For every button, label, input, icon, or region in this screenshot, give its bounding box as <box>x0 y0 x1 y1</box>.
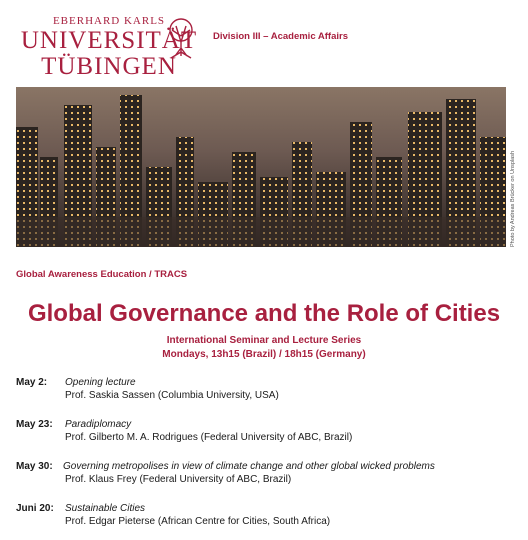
tree-emblem-icon <box>162 16 200 64</box>
event-speaker: Prof. Klaus Frey (Federal University of ABC, Brazil) <box>65 474 292 485</box>
event-date: Juni 20: <box>16 503 54 514</box>
series-subtitle: International Seminar and Lecture Series <box>166 335 362 346</box>
city-skyline-photo <box>16 87 506 247</box>
event-item <box>16 503 331 527</box>
page-title: Global Governance and the Role of Cities <box>27 300 501 327</box>
logo-line-2: UNIVERSITÄT <box>20 27 198 54</box>
event-speaker: Prof. Edgar Pieterse (African Centre for Cities, South Africa) <box>65 516 331 527</box>
schedule-subtitle: Mondays, 13h15 (Brazil) / 18h15 (Germany) <box>162 349 366 360</box>
event-speaker: Prof. Gilberto M. A. Rodrigues (Federal University of ABC, Brazil) <box>65 432 353 443</box>
event-date: May 30: <box>16 461 53 472</box>
event-date: May 23: <box>16 419 53 430</box>
photo-credit: Photo by Andreas Brücker on Unsplash <box>510 150 516 247</box>
event-topic: Governing metropolises in view of climate change and other global wicked problems <box>63 461 435 472</box>
logo-line-3: TÜBINGEN <box>41 53 177 80</box>
event-topic: Paradiplomacy <box>65 419 132 430</box>
event-item <box>16 377 279 401</box>
event-topic: Sustainable Cities <box>65 503 146 514</box>
event-topic: Opening lecture <box>65 377 136 388</box>
event-item <box>16 461 435 485</box>
program-kicker: Global Awareness Education / TRACS <box>16 269 188 280</box>
event-date: May 2: <box>16 377 48 388</box>
event-speaker: Prof. Saskia Sassen (Columbia University, USA) <box>65 390 279 401</box>
event-item <box>16 419 353 443</box>
division-label: Division III – Academic Affairs <box>213 31 348 42</box>
logo-line-1: EBERHARD KARLS <box>52 15 166 27</box>
